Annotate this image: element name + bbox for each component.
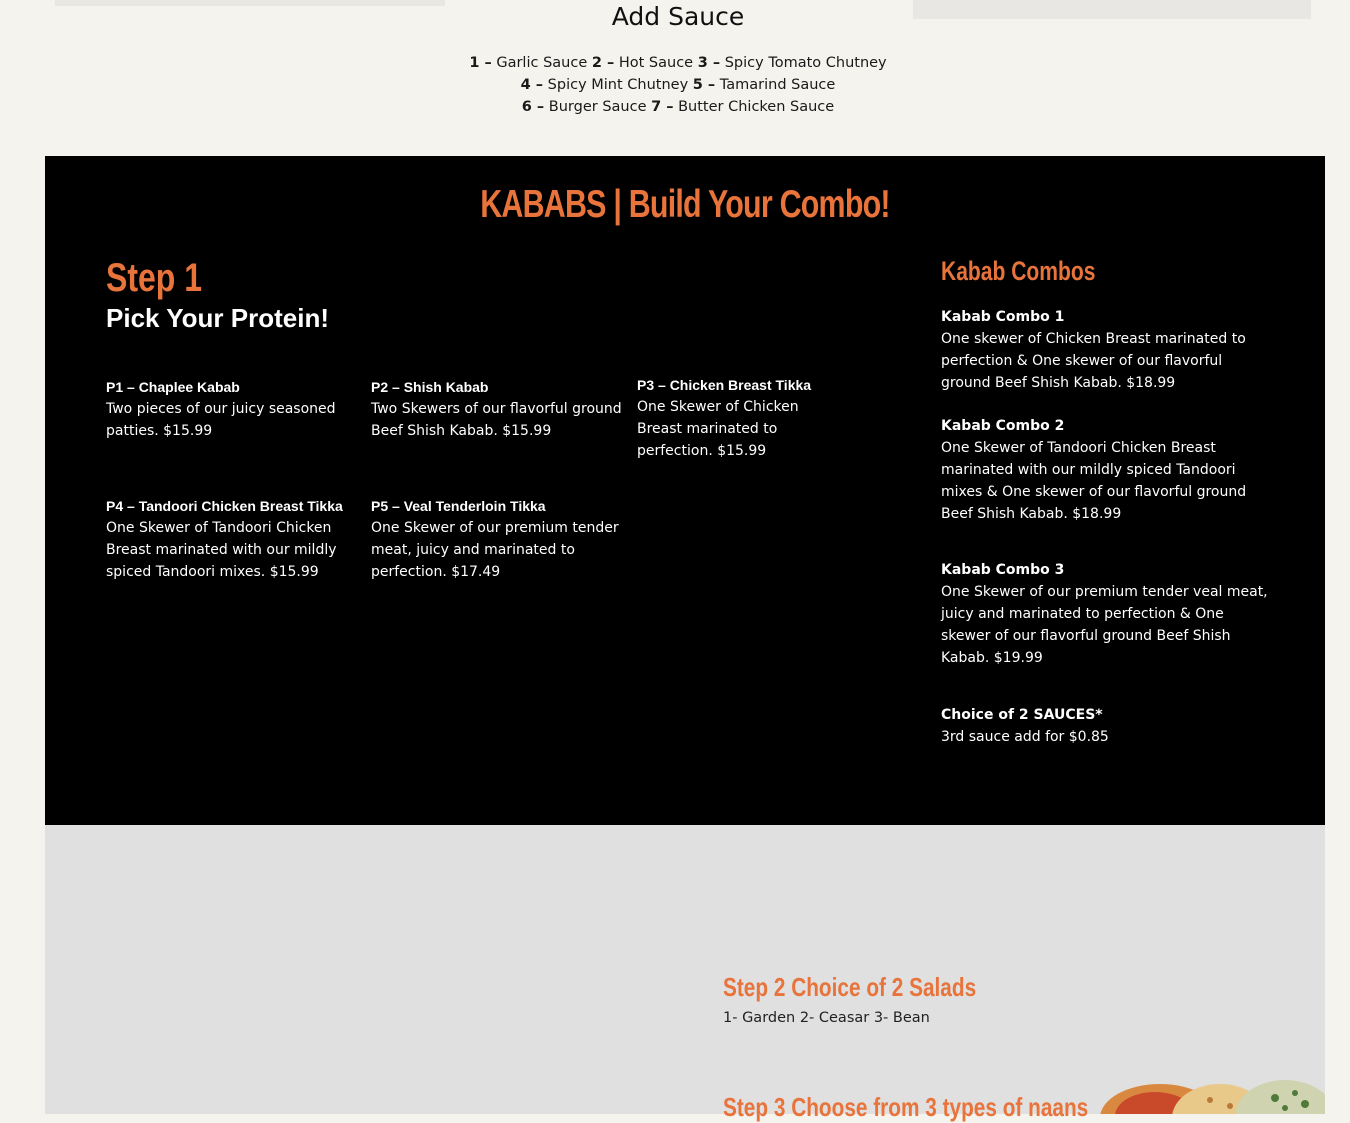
step1-label: Step 1: [106, 256, 203, 300]
protein-name: P1 – Chaplee Kabab: [106, 379, 240, 395]
sauce-name: Hot Sauce: [618, 55, 694, 71]
protein-name: P2 – Shish Kabab: [371, 379, 489, 395]
combo-item: [941, 704, 1276, 748]
protein-desc: One Skewer of Tandoori Chicken Breast marinated with our mildly spiced Tandoori mixes. $15.99: [106, 520, 337, 580]
protein-item: [371, 495, 626, 583]
sauce-name: Butter Chicken Sauce: [678, 99, 835, 115]
sauce-name: Garlic Sauce: [496, 55, 588, 71]
protein-item: [371, 376, 626, 442]
combo-name: Kabab Combo 2: [941, 418, 1065, 434]
sauce-num: 3 –: [697, 55, 721, 71]
previous-card-bottom-right: [913, 0, 1311, 19]
kabab-section-title: KABABS | Build Your Combo!: [480, 183, 890, 226]
add-sauce-title: Add Sauce: [611, 2, 745, 31]
protein-item: [106, 495, 361, 583]
step3-title: Step 3 Choose from 3 types of naans: [723, 1092, 1089, 1122]
protein-name: P5 – Veal Tenderloin Tikka: [371, 498, 546, 514]
previous-card-bottom: [55, 0, 445, 6]
protein-name: P3 – Chicken Breast Tikka: [637, 377, 812, 393]
protein-desc: Two Skewers of our flavorful ground Beef Shish Kabab. $15.99: [371, 401, 622, 439]
sauce-num: 2 –: [591, 55, 615, 71]
combo-name: Choice of 2 SAUCES*: [941, 707, 1103, 723]
protein-item: [637, 374, 827, 462]
naan-photo-icon: [1100, 1078, 1325, 1114]
protein-desc: Two pieces of our juicy seasoned patties. $15.99: [106, 401, 336, 439]
combo-desc: One Skewer of our premium tender veal meat, juicy and marinated to perfection & One skewer of our flavorful ground Beef Shish Kabab. $19.99: [941, 584, 1268, 666]
combo-item: [941, 559, 1276, 669]
sauce-name: Tamarind Sauce: [719, 77, 836, 93]
sauce-name: Burger Sauce: [548, 99, 647, 115]
combo-name: Kabab Combo 1: [941, 309, 1065, 325]
step1-subtitle: Pick Your Protein!: [106, 303, 329, 333]
combo-desc: One skewer of Chicken Breast marinated to perfection & One skewer of our flavorful ground Beef Shish Kabab. $18.99: [941, 331, 1246, 391]
naan-image: [1100, 1078, 1325, 1114]
sauce-name: Spicy Tomato Chutney: [724, 55, 887, 71]
sauce-line-3: [420, 96, 936, 118]
protein-desc: One Skewer of our premium tender meat, juicy and marinated to perfection. $17.49: [371, 520, 619, 580]
protein-desc: One Skewer of Chicken Breast marinated to perfection. $15.99: [637, 399, 799, 459]
sauce-list: [420, 52, 936, 118]
combo-desc: One Skewer of Tandoori Chicken Breast marinated with our mildly spiced Tandoori mixes & One skewer of our flavorful ground Beef Shish Kabab. $18.99: [941, 440, 1247, 522]
sauce-line-1: [420, 52, 936, 74]
salad-options: 1- Garden 2- Ceasar 3- Bean: [723, 1010, 930, 1026]
protein-name: P4 – Tandoori Chicken Breast Tikka: [106, 498, 343, 514]
step2-title: Step 2 Choice of 2 Salads: [723, 972, 977, 1002]
combo-name: Kabab Combo 3: [941, 562, 1065, 578]
combo-item: [941, 306, 1276, 394]
sauce-num: 6 –: [521, 99, 545, 115]
sauce-num: 5 –: [692, 77, 716, 93]
combo-desc: 3rd sauce add for $0.85: [941, 729, 1109, 745]
sauce-line-2: [420, 74, 936, 96]
salads-naans-section: [45, 825, 1325, 1114]
sauce-num: 4 –: [520, 77, 544, 93]
combos-title: Kabab Combos: [941, 256, 1096, 286]
sauce-num: 1 –: [469, 55, 492, 71]
sauce-num: 7 –: [651, 99, 674, 115]
sauce-name: Spicy Mint Chutney: [547, 77, 689, 93]
combo-item: [941, 415, 1276, 525]
protein-item: [106, 376, 361, 442]
